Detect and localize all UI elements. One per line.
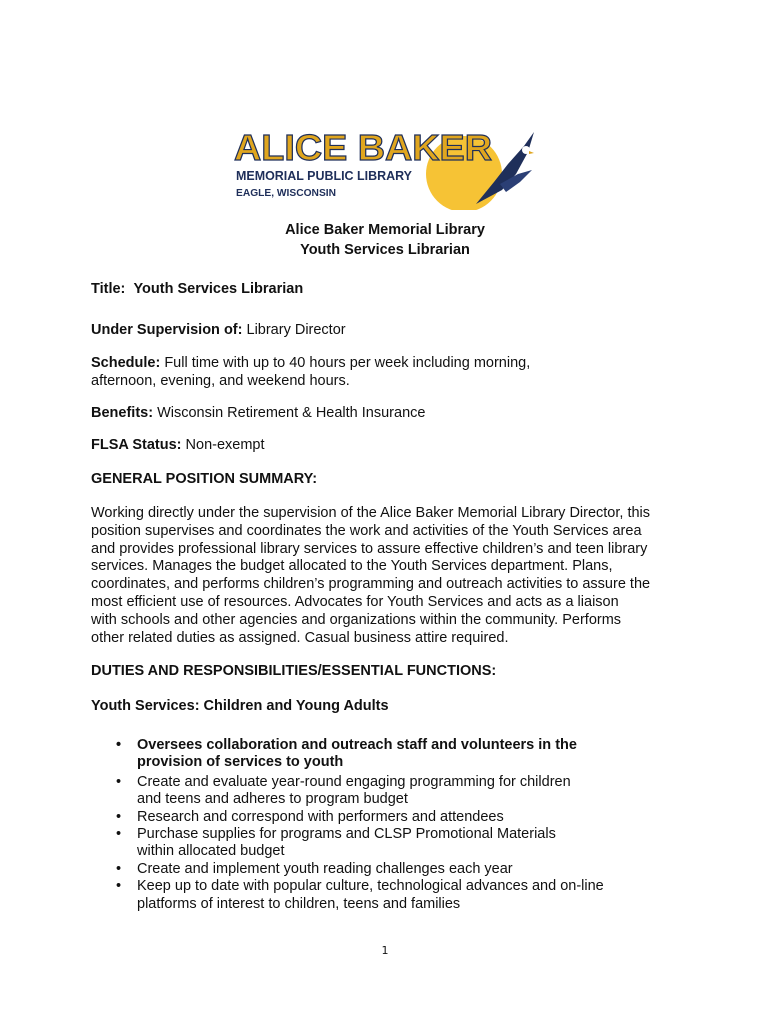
list-item-line: • Create and implement youth reading challenges each year [137, 860, 513, 877]
flsa-label: FLSA Status: [91, 437, 182, 453]
duties-subheading: Youth Services: Children and Young Adults [91, 698, 389, 714]
summary-line: coordinates, and performs children’s programming and outreach activities to assure the [91, 576, 651, 593]
summary-line: most efficient use of resources. Advocates for Youth Services and acts as a liaison [91, 593, 619, 610]
title-label: Title: [91, 281, 126, 297]
benefits-label: Benefits: [91, 405, 154, 421]
list-item-line: • Purchase supplies for programs and CLSP Promotional Materials [137, 826, 556, 843]
list-item-line: within allocated budget [137, 843, 285, 860]
list-item [91, 809, 651, 826]
schedule-value: Full time with up to 40 hours per week including morning, [164, 355, 531, 371]
summary-paragraph [91, 505, 671, 647]
logo-subtitle: MEMORIAL PUBLIC LIBRARY [236, 168, 413, 183]
logo-title: ALICE BAKER [234, 127, 492, 168]
supervision-field [91, 322, 346, 340]
list-item-line: platforms of interest to children, teens and families [137, 895, 461, 912]
flsa-value: Non-exempt [185, 437, 265, 453]
doc-title: Alice Baker Memorial Library [285, 222, 485, 238]
list-item-line: provision of services to youth [137, 754, 344, 771]
benefits-value: Wisconsin Retirement & Health Insurance [157, 405, 426, 421]
summary-line: and provides professional library services to assure effective children’s and teen library [91, 540, 648, 557]
benefits-field [91, 405, 425, 423]
library-logo [232, 124, 537, 210]
schedule-label: Schedule: [91, 355, 161, 371]
schedule-value-cont: afternoon, evening, and weekend hours. [91, 373, 350, 389]
logo-location: EAGLE, WISCONSIN [236, 188, 336, 199]
title-value: Youth Services Librarian [133, 281, 304, 297]
flsa-field [91, 437, 265, 455]
title-field [91, 281, 303, 299]
duties-heading: DUTIES AND RESPONSIBILITIES/ESSENTIAL FUNCTIONS: [91, 663, 497, 679]
list-item [91, 737, 651, 772]
list-item [91, 878, 651, 913]
list-item [91, 861, 651, 878]
duties-list [91, 737, 651, 913]
list-item [91, 774, 651, 809]
list-item [91, 826, 651, 861]
supervision-value: Library Director [246, 322, 346, 338]
list-item-line: • Keep up to date with popular culture, technological advances and on-line [137, 878, 604, 895]
doc-subtitle: Youth Services Librarian [300, 242, 470, 258]
summary-line: position supervises and coordinates the work and activities of the Youth Services area [91, 522, 642, 539]
supervision-label: Under Supervision of: [91, 322, 243, 338]
list-item-line: • Oversees collaboration and outreach staff and volunteers in the [137, 737, 577, 753]
list-item-line: • Create and evaluate year-round engaging programming for children [137, 773, 571, 790]
schedule-field [91, 355, 530, 373]
summary-line: with schools and other agencies and organizations within the community. Performs [91, 611, 622, 628]
list-item-line: and teens and adheres to program budget [137, 791, 408, 808]
list-item-line: • Research and correspond with performers and attendees [137, 808, 504, 825]
summary-line: Working directly under the supervision of the Alice Baker Memorial Library Director, this [91, 505, 651, 521]
page-number: 1 [381, 944, 389, 957]
summary-line: services. Manages the budget allocated to the Youth Services department. Plans, [91, 558, 613, 575]
summary-line: other related duties as assigned. Casual business attire required. [91, 629, 509, 646]
summary-heading: GENERAL POSITION SUMMARY: [91, 471, 318, 487]
